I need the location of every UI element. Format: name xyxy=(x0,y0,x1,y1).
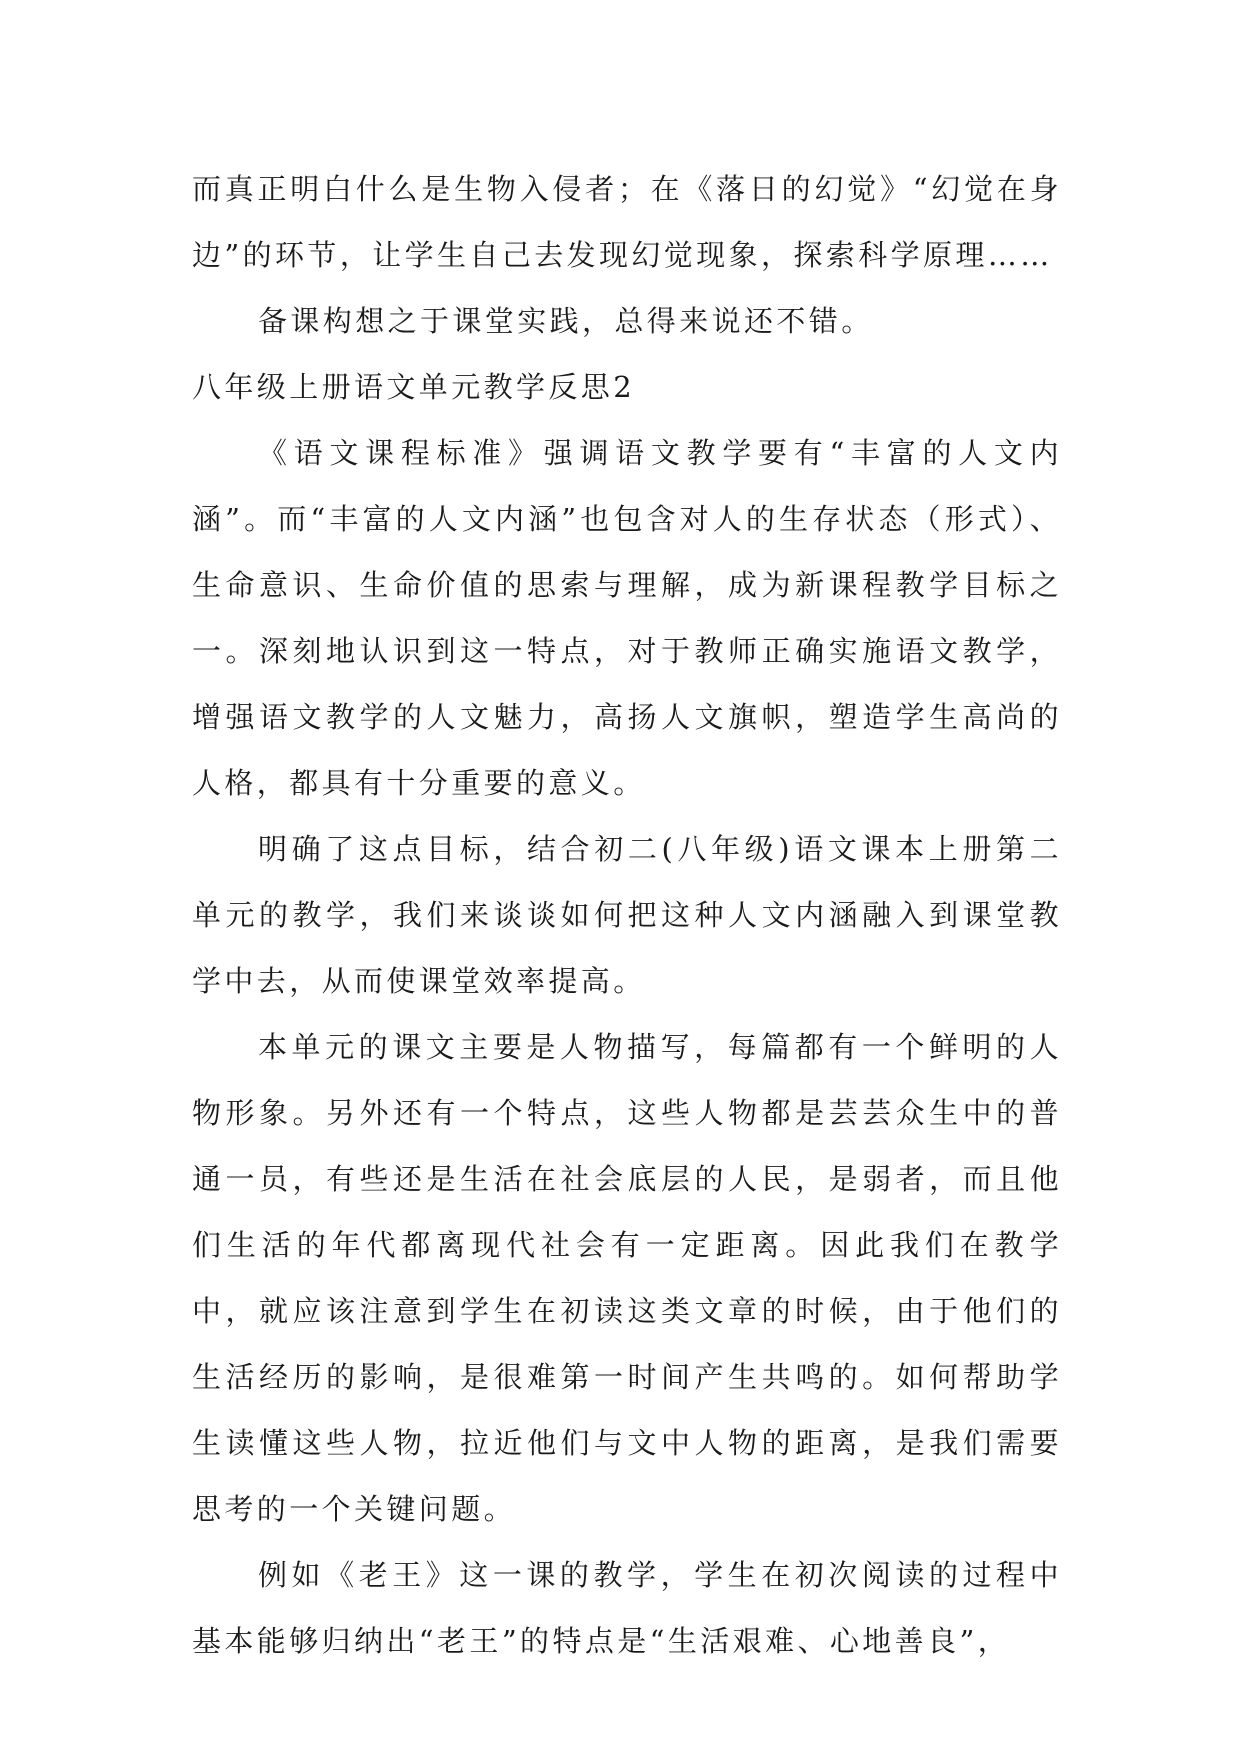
body-paragraph-2: 明确了这点目标，结合初二(八年级)语文课本上册第二单元的教学，我们来谈谈如何把这种人文内涵融入到课堂教学中去，从而使课堂效率提高。 xyxy=(192,832,1062,998)
document-page xyxy=(192,156,1062,1674)
continued-paragraph: 而真正明白什么是生物入侵者；在《落日的幻觉》“幻觉在身边”的环节，让学生自己去发现幻觉现象，探索科学原理…… xyxy=(192,172,1062,272)
body-paragraph-3: 本单元的课文主要是人物描写，每篇都有一个鲜明的人物形象。另外还有一个特点，这些人物都是芸芸众生中的普通一员，有些还是生活在社会底层的人民，是弱者，而且他们生活的年代都离现代社会有一定距离。因此我们在教学中，就应该注意到学生在初读这类文章的时候，由于他们的生活经历的影响，是很难第一时间产生共鸣的。如何帮助学生读懂这些人物，拉近他们与文中人物的距离，是我们需要思考的一个关键问题。 xyxy=(192,1030,1062,1526)
summary-paragraph: 备课构想之于课堂实践，总得来说还不错。 xyxy=(258,304,874,338)
body-paragraph-1: 《语文课程标准》强调语文教学要有“丰富的人文内涵”。而“丰富的人文内涵”也包含对人的生存状态（形式）、生命意识、生命价值的思索与理解，成为新课程教学目标之一。深刻地认识到这一特点，对于教师正确实施语文教学，增强语文教学的人文魅力，高扬人文旗帜，塑造学生高尚的人格，都具有十分重要的意义。 xyxy=(192,436,1062,800)
section-title: 八年级上册语文单元教学反思2 xyxy=(192,370,636,404)
body-paragraph-4: 例如《老王》这一课的教学，学生在初次阅读的过程中基本能够归纳出“老王”的特点是“生活艰难、心地善良”， xyxy=(192,1558,1062,1658)
